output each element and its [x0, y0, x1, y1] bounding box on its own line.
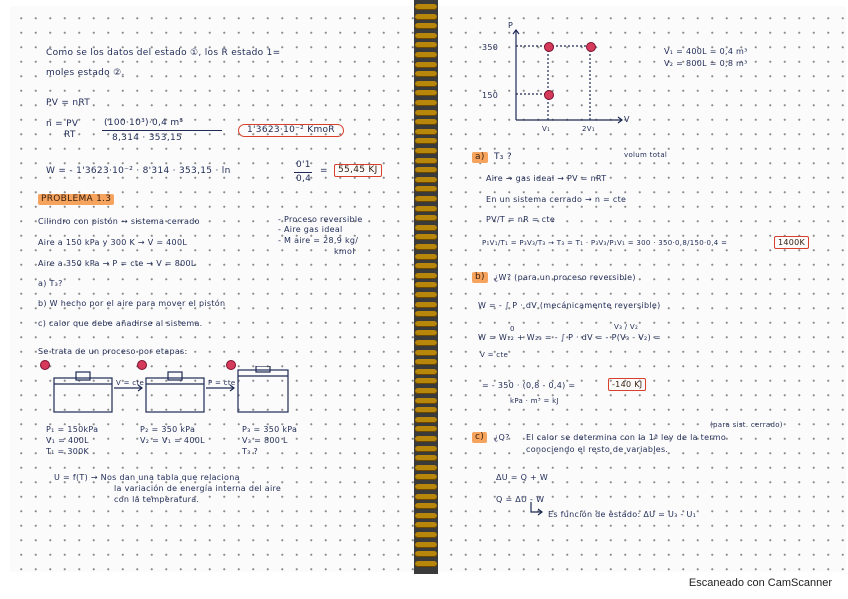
equation-w3: = - 350 · (0,8 - 0,4) =: [482, 381, 576, 390]
axis-label-v: V: [624, 115, 630, 124]
piston-diagram: [50, 366, 290, 416]
fraction-bar: [102, 130, 222, 131]
spiral-ring: [415, 177, 437, 183]
equation-t3: P₁V₁/T₁ = P₃V₃/T₃ → T₃ = T₁ · P₃V₃/P₁V₁ = 300 · 350·0,8/150·0,4 =: [482, 239, 728, 247]
part-label-b: b): [472, 272, 488, 283]
text-line: PV/T = nR = cte: [486, 215, 556, 224]
spiral-ring: [415, 350, 437, 356]
state-value: V₂ = V₁ = 400L: [140, 436, 205, 445]
equation-w: W = - 1'3623·10⁻² · 8'314 · 353,15 · ln: [46, 166, 231, 176]
text-line: la variación de energía interna del aire: [114, 484, 282, 493]
spiral-ring: [415, 474, 437, 480]
spiral-ring: [415, 129, 437, 135]
tick-label: 2V₁: [582, 125, 595, 133]
spiral-ring: [415, 148, 437, 154]
state-value: P₂ = 350 kPa: [140, 425, 196, 434]
text-line: V₁ = 400L = 0,4 m³: [664, 47, 748, 56]
frac-top: 0'1: [296, 160, 311, 170]
spiral-ring: [415, 119, 437, 125]
spiral-ring: [415, 302, 437, 308]
state-point: [544, 42, 554, 52]
question-c: ¿Q?: [494, 433, 510, 442]
scanner-watermark: Escaneado con CamScanner: [688, 577, 832, 589]
spiral-ring: [415, 81, 437, 87]
part-label-c: c): [472, 432, 487, 443]
annotation: V₃ / V₂: [614, 323, 639, 331]
result-t3: 1400K: [774, 236, 809, 249]
state-value: T₃ ?: [242, 447, 259, 456]
spiral-ring: [415, 455, 437, 461]
spiral-ring: [415, 503, 437, 509]
tick-label: 150: [482, 91, 499, 100]
result-w: -140 KJ: [608, 378, 646, 391]
spiral-ring: [415, 100, 437, 106]
spiral-ring: [415, 196, 437, 202]
annotation: 0: [510, 325, 515, 333]
state-value: P₃ = 350 kPa: [242, 425, 298, 434]
tick-label: 350: [482, 43, 499, 52]
problem-heading: PROBLEMA 1.3: [38, 194, 114, 205]
equation-n-rt: RT: [64, 130, 76, 140]
text-line: Cilindro con pistón → sistema cerrado: [38, 217, 200, 226]
spiral-ring: [415, 158, 437, 164]
spiral-ring: [415, 522, 437, 528]
spiral-ring: [415, 282, 437, 288]
state-point: [544, 90, 554, 100]
spiral-ring: [415, 273, 437, 279]
text-line: Como se los datos del estado ①, los R estado 1=: [46, 48, 281, 58]
equation-n: n = PV: [46, 119, 79, 129]
question-a: T₃ ?: [494, 152, 512, 162]
equals: =: [320, 166, 328, 176]
notebook-spiral: [414, 0, 438, 574]
result-n: 1'3623·10⁻² KmoR: [238, 124, 344, 137]
spiral-ring: [415, 110, 437, 116]
frac-bottom: 0,4: [296, 174, 312, 184]
equation-w2: W = W₁₂ + W₂₃ = - ∫ P · dV = - P(V₃ - V₂) =: [478, 333, 661, 342]
spiral-ring: [415, 388, 437, 394]
text-line: Aire a 150 kPa y 300 K → V = 400L: [38, 238, 188, 247]
spiral-ring: [415, 225, 437, 231]
spiral-ring: [415, 369, 437, 375]
result-w: 55,45 KJ: [334, 164, 382, 177]
tick-label: V₁: [542, 125, 551, 133]
spiral-ring: [415, 244, 437, 250]
spiral-ring: [415, 532, 437, 538]
state-value: V₃ = 800 L: [242, 436, 288, 445]
spiral-ring: [415, 263, 437, 269]
fraction-bar: [294, 172, 312, 173]
spiral-ring: [415, 90, 437, 96]
spiral-ring: [415, 340, 437, 346]
spiral-ring: [415, 215, 437, 221]
spiral-ring: [415, 407, 437, 413]
spiral-ring: [415, 206, 437, 212]
spiral-ring: [415, 494, 437, 500]
arrow-icon: [528, 502, 544, 516]
pv-graph: [498, 26, 638, 136]
annotation: volum total: [624, 151, 668, 159]
equation-pv: PV = nRT: [46, 98, 91, 108]
equation: ΔU = Q + W: [496, 473, 549, 482]
text-line: con la temperatura.: [114, 495, 200, 504]
spiral-ring: [415, 62, 437, 68]
state-value: V₁ = 400L: [46, 436, 89, 445]
spiral-ring: [415, 417, 437, 423]
text-line: - Proceso reversible: [278, 215, 363, 224]
spiral-ring: [415, 42, 437, 48]
state-value: P₁ = 150kPa: [46, 425, 99, 434]
text-line: U = f(T) → Nos dan una tabla que relaciona: [54, 473, 240, 482]
text-line: - M aire = 28,9 kg/: [278, 236, 359, 245]
spiral-ring: [415, 513, 437, 519]
text-line: Aire a 350 kPa → P = cte → V = 800L: [38, 259, 196, 268]
text-line: - Aire gas ideal: [278, 225, 343, 234]
equation-w: W = - ∫ P · dV (mecánicamente reversible): [478, 301, 661, 310]
fraction-numerator: (100·10³)·0,4 m³: [104, 118, 184, 128]
spiral-ring: [415, 398, 437, 404]
state-point: [586, 42, 596, 52]
spiral-ring: [415, 292, 437, 298]
question-b: b) W hecho por el aire para mover el pistón: [38, 299, 226, 308]
spiral-ring: [415, 234, 437, 240]
spiral-ring: [415, 33, 437, 39]
text-line: conociendo el resto de variables.: [526, 445, 669, 454]
spiral-ring: [415, 330, 437, 336]
spiral-ring: [415, 71, 437, 77]
annotation: V = cte: [480, 351, 509, 359]
spiral-ring: [415, 14, 437, 20]
spiral-ring: [415, 52, 437, 58]
spiral-ring: [415, 378, 437, 384]
text-line: kmol: [334, 247, 355, 256]
spiral-ring: [415, 436, 437, 442]
spiral-ring: [415, 23, 437, 29]
text-line: El calor se determina con la 1ª ley de la termo: [526, 433, 727, 442]
annotation: (para sist. cerrado): [710, 421, 783, 429]
right-notebook-page: [438, 6, 846, 572]
text-line: Es función de estado: ΔU = U₃ - U₁: [548, 510, 697, 519]
spiral-ring: [415, 138, 437, 144]
text-line: Se trata de un proceso por etapas:: [38, 347, 188, 356]
text-line: moles estado ②.: [46, 68, 125, 78]
spiral-ring: [415, 465, 437, 471]
text-line: En un sistema cerrado → n = cte: [486, 195, 627, 204]
state-value: T₁ = 300K: [46, 447, 90, 456]
spiral-ring: [415, 426, 437, 432]
axis-label-p: P: [508, 21, 514, 30]
spiral-ring: [415, 359, 437, 365]
units-note: kPa · m³ = kJ: [510, 397, 559, 405]
state-marker: [40, 360, 50, 370]
spiral-ring: [415, 254, 437, 260]
spiral-ring: [415, 311, 437, 317]
question-a: a) T₃?: [38, 279, 63, 288]
spiral-ring: [415, 321, 437, 327]
spiral-ring: [415, 167, 437, 173]
spiral-ring: [415, 446, 437, 452]
arrow-label: P = cte: [208, 379, 236, 387]
spiral-ring: [415, 186, 437, 192]
question-b: ¿W? (para un proceso reversible): [494, 273, 636, 282]
spiral-ring: [415, 542, 437, 548]
spiral-ring: [415, 484, 437, 490]
spiral-ring: [415, 561, 437, 567]
spiral-ring: [415, 4, 437, 10]
arrow-label: V = cte: [116, 379, 145, 387]
text-line: V₂ = 800L = 0,8 m³: [664, 59, 748, 68]
equation: Q = ΔU - W: [496, 495, 545, 504]
spiral-ring: [415, 551, 437, 557]
part-label-a: a): [472, 152, 488, 163]
fraction-denominator: 8,314 · 353,15: [112, 133, 183, 143]
text-line: Aire → gas ideal → PV = nRT: [486, 174, 607, 183]
left-notebook-page: [10, 6, 414, 572]
question-c: c) calor que debe añadirse al sistema.: [38, 319, 203, 328]
